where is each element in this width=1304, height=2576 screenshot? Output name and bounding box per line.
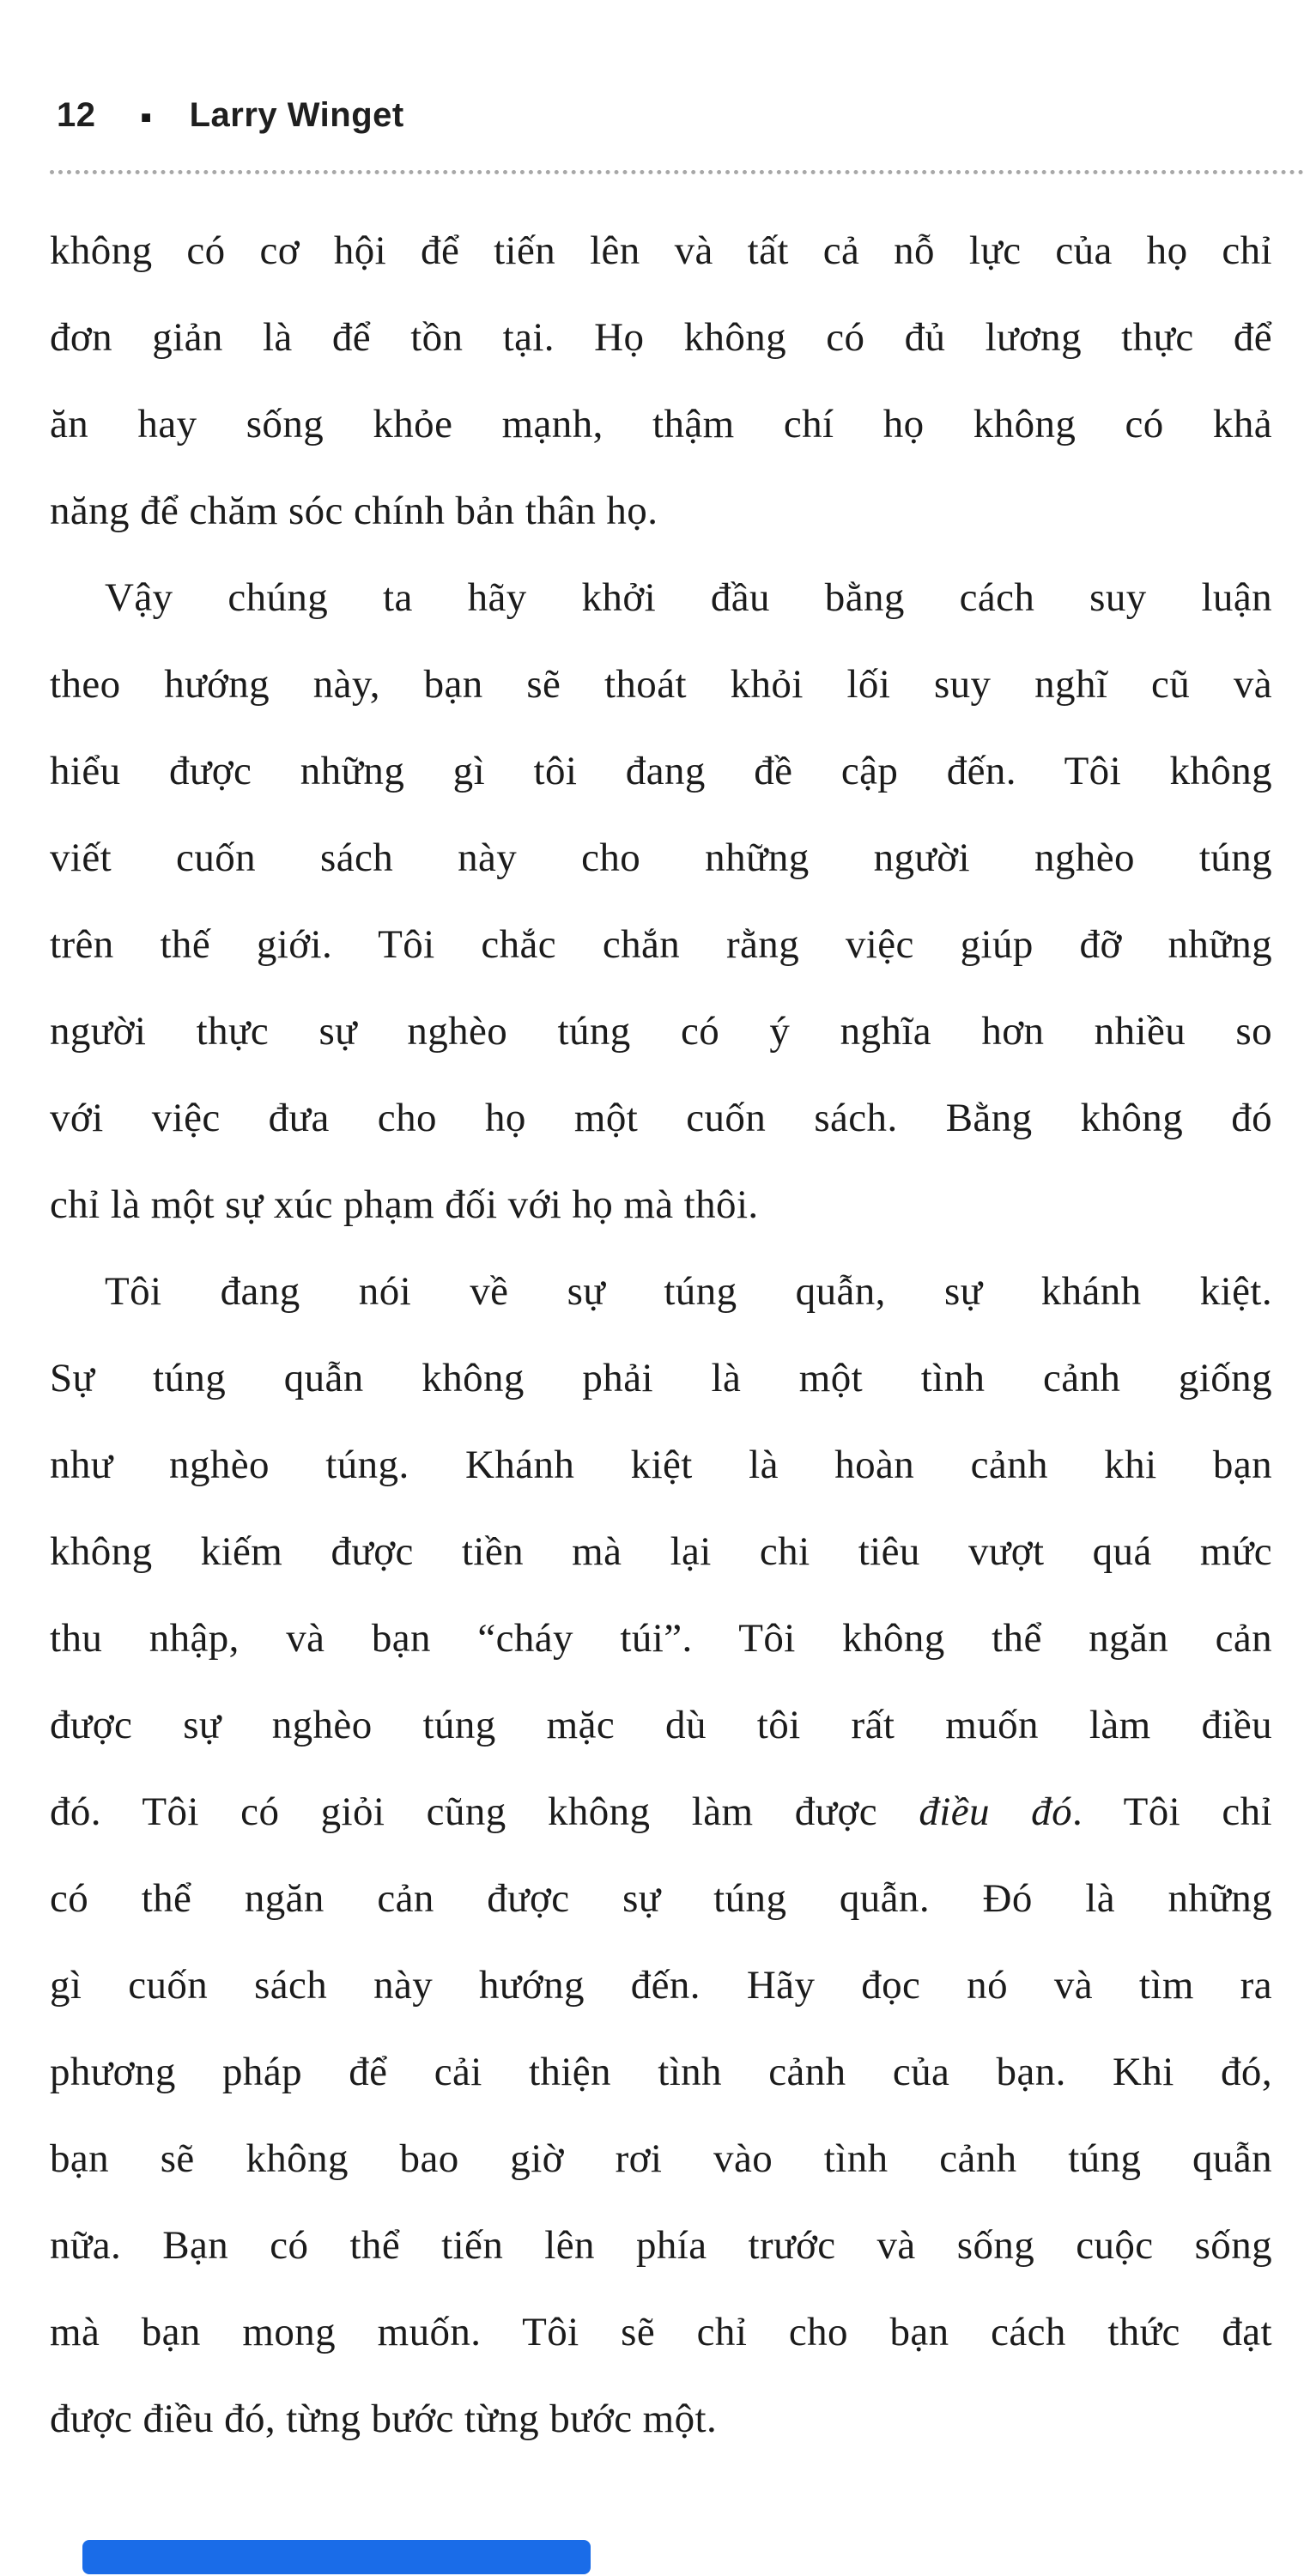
- text-line: phương pháp để cải thiện tình cảnh của bạn. Khi đó,: [50, 2050, 1272, 2094]
- text-line: đơn giản là để tồn tại. Họ không có đủ lương thực để: [50, 315, 1272, 360]
- text-line: hiểu được những gì tôi đang đề cập đến. Tôi không: [50, 749, 1272, 793]
- text-line: ăn hay sống khỏe mạnh, thậm chí họ không có khả: [50, 402, 1272, 447]
- square-bullet-icon: ■: [141, 108, 152, 127]
- text-line: năng để chăm sóc chính bản thân họ.: [50, 489, 658, 533]
- page-header: [57, 96, 404, 135]
- page-number: 12: [57, 96, 96, 134]
- text-line: không kiếm được tiền mà lại chi tiêu vượt quá mức: [50, 1529, 1272, 1574]
- text-line: được điều đó, từng bước từng bước một.: [50, 2397, 718, 2441]
- text-line: trên thế giới. Tôi chắc chắn rằng việc giúp đỡ những: [50, 922, 1272, 967]
- body-text: [50, 208, 1272, 2463]
- author-name: Larry Winget: [189, 96, 404, 134]
- text-line: Sự túng quẫn không phải là một tình cảnh giống: [50, 1356, 1272, 1400]
- text-line: thu nhập, và bạn “cháy túi”. Tôi không thể ngăn cản: [50, 1616, 1272, 1661]
- text-line: với việc đưa cho họ một cuốn sách. Bằng không đó: [50, 1096, 1272, 1140]
- text-line: chỉ là một sự xúc phạm đối với họ mà thôi.: [50, 1182, 759, 1227]
- text-line: Tôi đang nói về sự túng quẫn, sự khánh kiệt.: [105, 1269, 1272, 1314]
- text-line: gì cuốn sách này hướng đến. Hãy đọc nó và tìm ra: [50, 1963, 1272, 2008]
- text-line: có thể ngăn cản được sự túng quẫn. Đó là những: [50, 1876, 1272, 1921]
- text-line: nữa. Bạn có thể tiến lên phía trước và sống cuộc sống: [50, 2223, 1272, 2268]
- text-line: viết cuốn sách này cho những người nghèo túng: [50, 835, 1272, 880]
- footer-bar: [82, 2540, 591, 2574]
- text-line: không có cơ hội để tiến lên và tất cả nỗ lực của họ chỉ: [50, 228, 1272, 273]
- text-line: đó. Tôi có giỏi cũng không làm được điều đó. Tôi chỉ: [50, 1789, 1273, 1834]
- text-line: được sự nghèo túng mặc dù tôi rất muốn làm điều: [50, 1703, 1272, 1747]
- text-line: Vậy chúng ta hãy khởi đầu bằng cách suy luận: [105, 575, 1272, 620]
- text-line: theo hướng này, bạn sẽ thoát khỏi lối suy nghĩ cũ và: [50, 662, 1272, 707]
- text-line: bạn sẽ không bao giờ rơi vào tình cảnh túng quẫn: [50, 2136, 1272, 2181]
- dotted-divider: [50, 151, 1304, 174]
- text-line: mà bạn mong muốn. Tôi sẽ chỉ cho bạn cách thức đạt: [50, 2310, 1272, 2354]
- text-line: như nghèo túng. Khánh kiệt là hoàn cảnh khi bạn: [50, 1443, 1272, 1487]
- text-line: người thực sự nghèo túng có ý nghĩa hơn nhiều so: [50, 1009, 1272, 1054]
